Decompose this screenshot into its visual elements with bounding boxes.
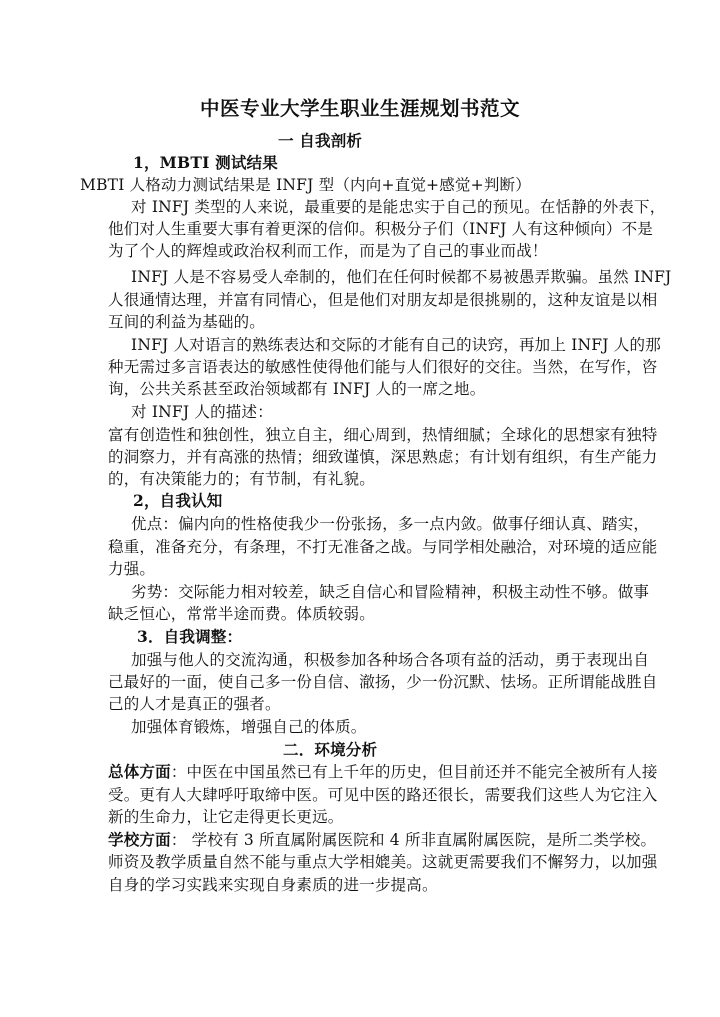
paragraph-line: 新的生命力，让它走得更长更远。	[108, 808, 344, 826]
overall-text: ：中医在中国虽然已有上千年的历史，但目前还并不能完全被所有人接	[170, 763, 658, 781]
section-heading-self-cognition: 2，自我认知	[133, 491, 223, 510]
paragraph-line: 稳重，准备充分，有条理，不打无准备之战。与同学相处融洽，对环境的适应能	[108, 538, 658, 556]
paragraph-line	[108, 761, 658, 783]
overall-label: 总体方面	[108, 762, 171, 781]
paragraph-line: 的，有决策能力的；有节制，有礼貌。	[108, 470, 375, 488]
document-title: 中医专业大学生职业生涯规划书范文	[199, 97, 520, 120]
paragraph-line	[108, 829, 656, 851]
section-heading-mbti: 1，MBTI 测试结果	[133, 153, 278, 172]
section-heading-self-adjustment: 3．自我调整：	[137, 627, 243, 646]
paragraph-line: 师资及教学质量自然不能与重点大学相媲美。这就更需要我们不懈努力，以加强	[108, 853, 658, 871]
part-heading-environment: 二．环境分析	[283, 740, 378, 759]
paragraph-line: 种无需过多言语表达的敏感性使得他们能与人们很好的交往。当然，在写作，咨	[108, 358, 658, 376]
paragraph-line: 己的人才是真正的强者。	[108, 695, 281, 713]
paragraph-line: 自身的学习实践来实现自身素质的进一步提高。	[108, 876, 438, 894]
paragraph-line: 对 INFJ 人的描述：	[131, 403, 273, 421]
mbti-result-line: MBTI 人格动力测试结果是 INFJ 型（内向+直觉+感觉+判断）	[80, 176, 531, 194]
paragraph-line: 人很通情达理，并富有同情心，但是他们对朋友却是很挑剔的，这种友谊是以相	[108, 291, 658, 309]
paragraph-line: INFJ 人对语言的熟练表达和交际的才能有自己的诀窍，再加上 INFJ 人的那	[131, 336, 661, 354]
paragraph-line: 互间的利益为基础的。	[108, 313, 266, 331]
paragraph-line: 的洞察力，并有高涨的热情；细致谨慎，深思熟虑；有计划有组织，有生产能力	[108, 448, 658, 466]
paragraph-line: 缺乏恒心，常常半途而费。体质较弱。	[108, 605, 375, 623]
paragraph-line: INFJ 人是不容易受人牵制的，他们在任何时候都不易被愚弄欺骗。虽然 INFJ	[131, 268, 672, 286]
paragraph-line: 他们对人生重要大事有着更深的信仰。积极分子们（INFJ 人有这种倾向）不是	[108, 220, 653, 238]
paragraph-line: 对 INFJ 类型的人来说，最重要的是能忠实于自己的预见。在恬静的外表下，	[131, 198, 666, 216]
paragraph-line: 优点：偏内向的性格使我少一份张扬，多一点内敛。做事仔细认真、踏实，	[131, 515, 650, 533]
paragraph-line: 己最好的一面，使自己多一份自信、澈扬，少一份沉默、怯场。正所谓能战胜自	[108, 673, 658, 691]
part-heading-self-analysis: 一 自我剖析	[278, 131, 363, 150]
paragraph-line: 为了个人的辉煌或政治权利而工作，而是为了自己的事业而战！	[108, 242, 548, 260]
paragraph-line: 加强体育锻炼，增强自己的体质。	[131, 718, 367, 736]
school-text: ： 学校有 3 所直属附属医院和 4 所非直属附属医院，是所二类学校。	[170, 831, 657, 849]
paragraph-line: 加强与他人的交流沟通，积极参加各种场合各项有益的活动，勇于表现出自	[131, 651, 650, 669]
paragraph-line: 询，公共关系甚至政治领域都有 INFJ 人的一席之地。	[108, 380, 486, 398]
school-label: 学校方面	[108, 830, 171, 849]
paragraph-line: 力强。	[108, 560, 156, 578]
paragraph-line: 受。更有人大肆呼吁取缔中医。可见中医的路还很长，需要我们这些人为它注入	[108, 786, 658, 804]
paragraph-line: 富有创造性和独创性，独立自主，细心周到，热情细腻；全球化的思想家有独特	[108, 426, 658, 444]
paragraph-line: 劣势：交际能力相对较差，缺乏自信心和冒险精神，积极主动性不够。做事	[131, 583, 650, 601]
